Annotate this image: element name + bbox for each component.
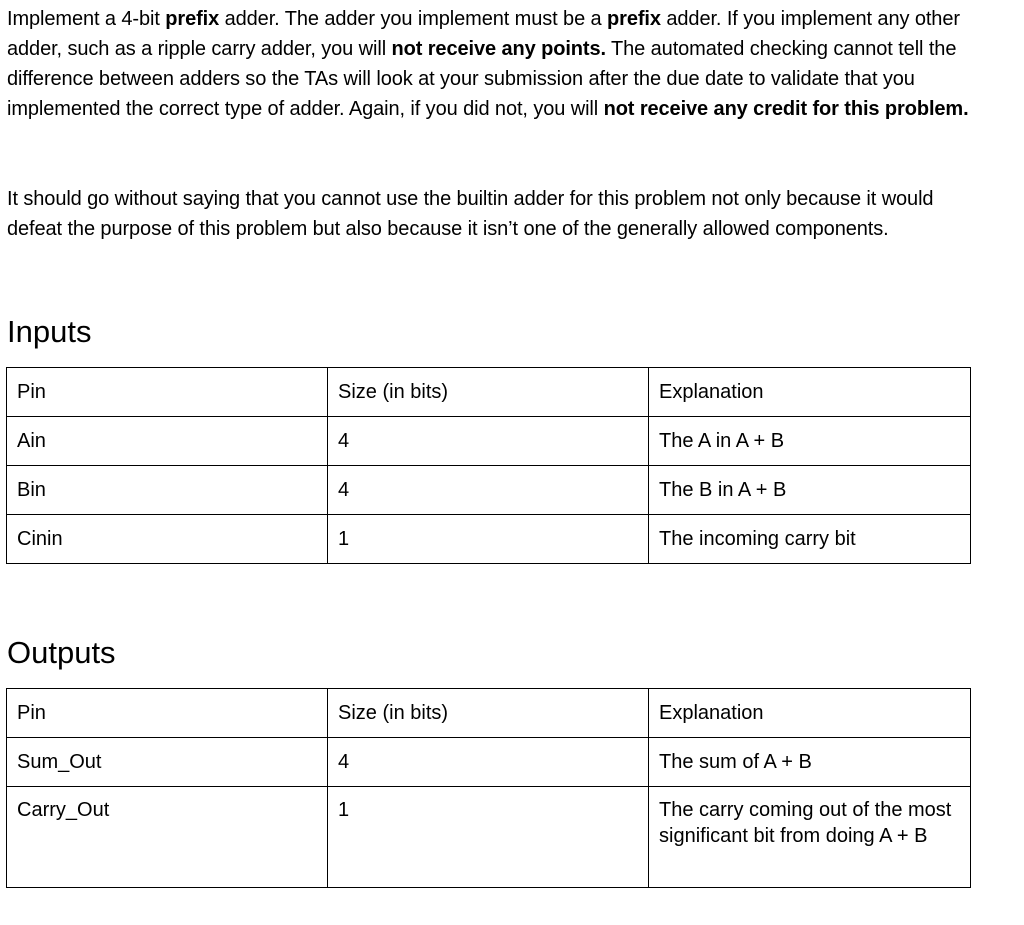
pin-cell: Sum_Out <box>7 738 328 787</box>
explanation-cell: The incoming carry bit <box>649 515 971 564</box>
builtin-adder-paragraph: It should go without saying that you cannot use the builtin adder for this problem not only because it would defeat the purpose of this problem but also because it isn’t one of the generally allowed components. <box>7 188 934 240</box>
column-header-explanation: Explanation <box>649 689 971 738</box>
column-header-pin: Pin <box>7 368 328 417</box>
column-header-size: Size (in bits) <box>328 368 649 417</box>
column-header-pin: Pin <box>7 689 328 738</box>
column-header-size: Size (in bits) <box>328 689 649 738</box>
size-cell: 1 <box>328 787 649 888</box>
table-header-row <box>7 368 971 417</box>
intro-text-2: adder. The adder you implement must be a <box>219 8 608 30</box>
emphasis-prefix-2: prefix <box>607 8 661 30</box>
outputs-heading: Outputs <box>7 635 116 670</box>
intro-text-1: Implement a 4-bit <box>7 8 166 30</box>
explanation-cell: The carry coming out of the most significant bit from doing A + B <box>649 787 971 888</box>
emphasis-prefix-1: prefix <box>165 8 220 30</box>
intro-text-3: adder. If you implement any other adder, such as a ripple carry adder, you will <box>7 8 960 60</box>
pin-cell: Carry_Out <box>7 787 328 888</box>
pin-cell: Ain <box>7 417 328 466</box>
inputs-heading: Inputs <box>7 314 92 349</box>
inputs-table <box>6 367 971 564</box>
outputs-table <box>6 688 971 888</box>
table-row <box>7 515 971 564</box>
explanation-cell: The sum of A + B <box>649 738 971 787</box>
size-cell: 4 <box>328 466 649 515</box>
size-cell: 4 <box>328 417 649 466</box>
table-row <box>7 466 971 515</box>
explanation-cell: The A in A + B <box>649 417 971 466</box>
explanation-cell: The B in A + B <box>649 466 971 515</box>
size-cell: 4 <box>328 738 649 787</box>
column-header-explanation: Explanation <box>649 368 971 417</box>
intro-text-4: The automated checking cannot tell the difference between adders so the TAs will look at your submission after the due date to validate that you implemented the correct type of adder. Again, if you did not, you will <box>7 38 957 120</box>
pin-cell: Cinin <box>7 515 328 564</box>
emphasis-no-points: not receive any points. <box>391 38 606 60</box>
size-cell: 1 <box>328 515 649 564</box>
table-row <box>7 417 971 466</box>
table-row <box>7 787 971 888</box>
pin-cell: Bin <box>7 466 328 515</box>
emphasis-no-credit: not receive any credit for this problem. <box>603 98 969 120</box>
table-header-row <box>7 689 971 738</box>
table-row <box>7 738 971 787</box>
intro-paragraph <box>7 4 992 124</box>
